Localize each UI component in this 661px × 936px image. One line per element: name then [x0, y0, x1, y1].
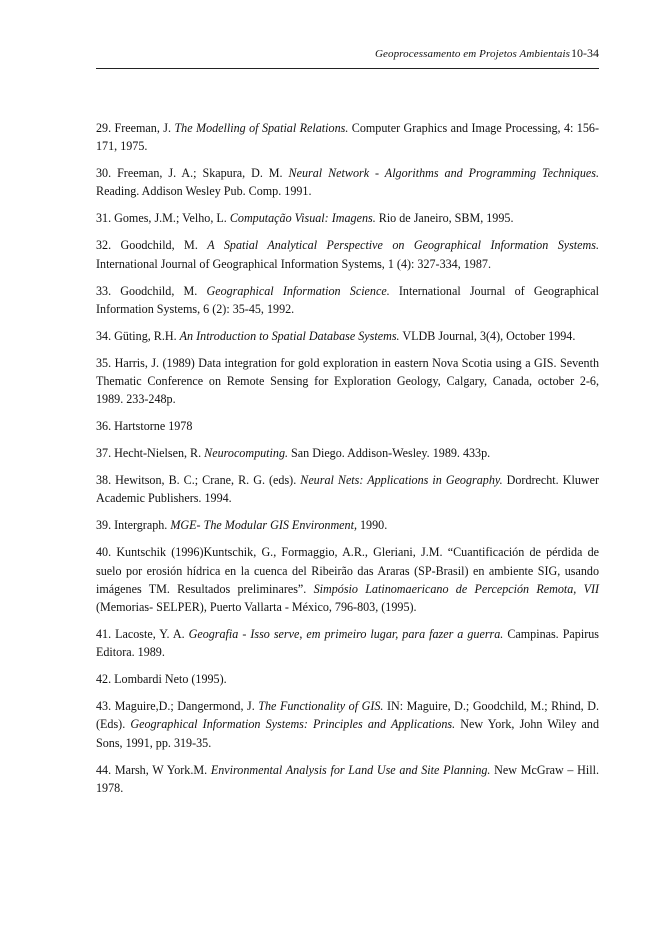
reference-text: 34. Güting, R.H. [96, 328, 180, 343]
reference-entry [96, 444, 599, 462]
reference-text: International Journal of Geographical Information Systems, 1 (4): 327-334, 1987. [96, 256, 491, 271]
reference-text: Dordrecht. Kluwer Academic Publishers. 1994. [96, 473, 599, 506]
reference-text: 38. Hewitson, B. C.; Crane, R. G. (eds). [96, 473, 301, 488]
reference-text: 41. Lacoste, Y. A. [96, 627, 189, 642]
reference-title: Neural Nets: Applications in Geography. [300, 473, 503, 488]
reference-title: The Functionality of GIS. [258, 699, 384, 714]
reference-entry [96, 119, 599, 155]
reference-entry [96, 670, 599, 688]
reference-entry [96, 327, 599, 345]
reference-title: Neural Network - Algorithms and Programming Techniques. [288, 166, 599, 181]
reference-title: Neurocomputing. [204, 446, 289, 461]
reference-title: Computação Visual: Imagens. [229, 211, 376, 226]
reference-entry [96, 236, 599, 272]
reference-entry [96, 417, 599, 435]
reference-text: 31. Gomes, J.M.; Velho, L. [96, 211, 230, 226]
reference-title: MGE- The Modular GIS Environment, [170, 518, 357, 533]
reference-text: Reading. Addison Wesley Pub. Comp. 1991. [96, 184, 312, 199]
reference-text: VLDB Journal, 3(4), October 1994. [399, 328, 576, 343]
reference-text: Computer Graphics and Image Processing, 4: 156-171, 1975. [96, 121, 599, 154]
reference-entry [96, 543, 599, 616]
reference-title: The Modelling of Spatial Relations. [174, 121, 349, 135]
reference-title: An Introduction to Spatial Database Systems. [179, 328, 400, 343]
reference-text: 37. Hecht-Nielsen, R. [96, 446, 205, 461]
reference-text: 36. Hartstorne 1978 [96, 419, 193, 434]
running-header [96, 44, 599, 69]
reference-entry [96, 516, 599, 534]
reference-list [96, 119, 599, 797]
reference-text: International Journal of Geographical Information Systems, 6 (2): 35-45, 1992. [96, 283, 599, 316]
reference-text: San Diego. Addison-Wesley. 1989. 433p. [288, 446, 491, 461]
reference-title: Geografia - Isso serve, em primeiro lugar, para fazer a guerra. [188, 627, 504, 642]
page-number: 10-34 [571, 46, 599, 60]
reference-text: Campinas. Papirus Editora. 1989. [96, 627, 599, 660]
reference-entry [96, 697, 599, 752]
reference-entry [96, 209, 599, 227]
reference-text: New York, John Wiley and Sons, 1991, pp. 319-35. [96, 717, 599, 750]
reference-title: Geographical Information Systems: Principles and Applications. [130, 717, 456, 732]
reference-text: 1990. [356, 518, 388, 533]
reference-title: Geographical Information Science. [206, 283, 390, 298]
reference-text: New McGraw – Hill. 1978. [96, 762, 599, 795]
reference-entry [96, 354, 599, 409]
reference-text: 29. Freeman, J. [96, 121, 175, 135]
reference-title: Environmental Analysis for Land Use and Site Planning. [210, 762, 491, 777]
reference-text: 40. Kuntschik (1996)Kuntschik, G., Formaggio, A.R., Gleriani, J.M. “Cuantificación de pérdida de suelo por erosión hídrica en la cuenca del Ribeirão das Araras (SP-Brasil) en ambiente SIG, usando imágenes TM. Resultados preliminares”. [96, 545, 599, 596]
header-title: Geoprocessamento em Projetos Ambientais [374, 48, 570, 60]
reference-text: 39. Intergraph. [96, 518, 171, 533]
reference-text: 32. Goodchild, M. [96, 238, 208, 253]
reference-text: 35. Harris, J. (1989) Data integration for gold exploration in eastern Nova Scotia using a GIS. Seventh Thematic Conference on Remote Sensing for Exploration Geology, Calgary, Canada, october 2-6, 1989. 233-248p. [96, 355, 599, 407]
reference-title: Simpósio Latinomaericano de Percepción Remota, VII [313, 581, 600, 596]
reference-text: 44. Marsh, W York.M. [96, 762, 211, 777]
reference-text: Rio de Janeiro, SBM, 1995. [375, 211, 514, 226]
reference-entry [96, 471, 599, 507]
reference-text: 33. Goodchild, M. [96, 283, 207, 298]
reference-text: 30. Freeman, J. A.; Skapura, D. M. [96, 166, 289, 181]
reference-text: 43. Maguire,D.; Dangermond, J. [96, 699, 259, 714]
reference-entry [96, 761, 599, 797]
reference-text: (Memorias- SELPER), Puerto Vallarta - México, 796-803, (1995). [96, 600, 417, 615]
reference-entry [96, 625, 599, 661]
reference-text: IN: Maguire, D.; Goodchild, M.; Rhind, D. (Eds). [96, 699, 599, 732]
reference-entry [96, 282, 599, 318]
reference-text: 42. Lombardi Neto (1995). [96, 672, 227, 687]
reference-entry [96, 164, 599, 200]
reference-title: A Spatial Analytical Perspective on Geographical Information Systems. [207, 238, 600, 253]
